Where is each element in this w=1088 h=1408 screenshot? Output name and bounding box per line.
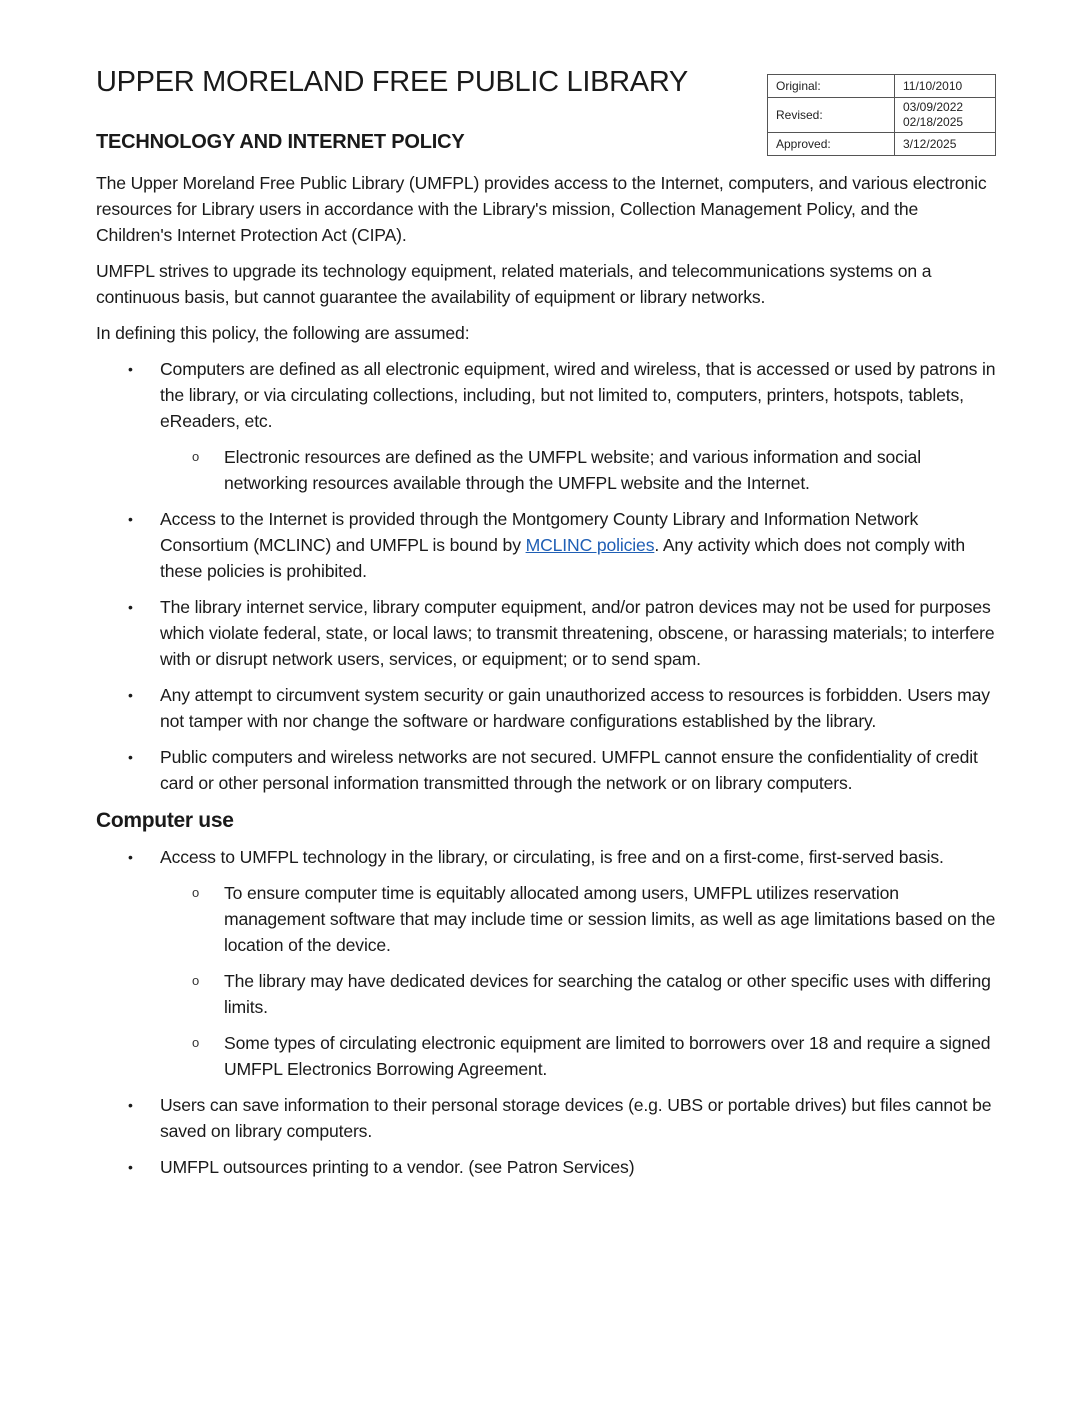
bullet-icon: • xyxy=(128,1097,133,1113)
hollow-bullet-icon: o xyxy=(192,449,200,464)
sub-list-item xyxy=(160,968,996,1020)
computer-use-heading: Computer use xyxy=(96,809,234,832)
revised-dates xyxy=(895,98,996,133)
list-item-text: UMFPL outsources printing to a vendor. (see Patron Services) xyxy=(160,1157,635,1177)
sub-list-item xyxy=(160,1030,996,1082)
table-row xyxy=(768,133,996,156)
bullet-icon: • xyxy=(128,749,133,765)
upgrade-paragraph: UMFPL strives to upgrade its technology equipment, related materials, and telecommunications systems on a continuous basis, but cannot guarantee the availability of equipment or library networks. xyxy=(96,261,932,307)
sub-list-item-text: The library may have dedicated devices for searching the catalog or other specific uses with differing limits. xyxy=(224,971,991,1017)
bullet-icon: • xyxy=(128,511,133,527)
list-item-text: Any attempt to circumvent system security or gain unauthorized access to resources is forbidden. Users may not tamper with nor change the software or hardware configurations established by the library. xyxy=(160,685,990,731)
sub-list xyxy=(160,444,996,496)
list-item xyxy=(96,356,996,496)
policy-body xyxy=(96,170,996,1190)
sub-list-item xyxy=(160,444,996,496)
revised-date-1: 03/09/2022 xyxy=(903,100,964,114)
bullet-icon: • xyxy=(128,849,133,865)
table-row xyxy=(768,98,996,133)
bullet-icon: • xyxy=(128,1159,133,1175)
list-item-text: Computers are defined as all electronic equipment, wired and wireless, that is accessed or used by patrons in the library, or via circulating collections, including, but not limited to, computers, printers, hotspots, tablets, eReaders, etc. xyxy=(160,359,996,431)
bullet-icon: • xyxy=(128,361,133,377)
list-item xyxy=(96,1092,996,1144)
sub-list-item xyxy=(160,880,996,958)
sub-list-item-text: Some types of circulating electronic equipment are limited to borrowers over 18 and require a signed UMFPL Electronics Borrowing Agreement. xyxy=(224,1033,991,1079)
original-label: Original: xyxy=(768,75,895,98)
approved-date: 3/12/2025 xyxy=(895,133,996,156)
computer-use-list xyxy=(96,844,996,1180)
hollow-bullet-icon: o xyxy=(192,1035,200,1050)
list-item xyxy=(96,1154,996,1180)
approved-label: Approved: xyxy=(768,133,895,156)
list-item xyxy=(96,506,996,584)
assumptions-list xyxy=(96,356,996,796)
list-item xyxy=(96,744,996,796)
revised-label: Revised: xyxy=(768,98,895,133)
revision-history-table xyxy=(767,74,996,156)
list-item xyxy=(96,594,996,672)
policy-title: TECHNOLOGY AND INTERNET POLICY xyxy=(96,131,465,153)
intro-paragraph: The Upper Moreland Free Public Library (UMFPL) provides access to the Internet, computers, and various electronic resources for Library users in accordance with the Library's mission, Collection Management Policy, and the Children's Internet Protection Act (CIPA). xyxy=(96,173,987,245)
hollow-bullet-icon: o xyxy=(192,885,200,900)
list-item-text: The library internet service, library computer equipment, and/or patron devices may not be used for purposes which violate federal, state, or local laws; to transmit threatening, obscene, or harassing materials; to interfere with or disrupt network users, services, or equipment; or to send spam. xyxy=(160,597,995,669)
list-item xyxy=(96,844,996,1082)
bullet-icon: • xyxy=(128,599,133,615)
bullet-icon: • xyxy=(128,687,133,703)
library-title: UPPER MORELAND FREE PUBLIC LIBRARY xyxy=(96,66,688,98)
table-row xyxy=(768,75,996,98)
assumptions-lead: In defining this policy, the following are assumed: xyxy=(96,323,470,343)
list-item-text: Public computers and wireless networks are not secured. UMFPL cannot ensure the confidentiality of credit card or other personal information transmitted through the network or on library computers. xyxy=(160,747,978,793)
original-date: 11/10/2010 xyxy=(895,75,996,98)
sub-list xyxy=(160,880,996,1082)
sub-list-item-text: Electronic resources are defined as the UMFPL website; and various information and social networking resources available through the UMFPL website and the Internet. xyxy=(224,447,921,493)
sub-list-item-text: To ensure computer time is equitably allocated among users, UMFPL utilizes reservation management software that may include time or session limits, as well as age limitations based on the location of the device. xyxy=(224,883,996,955)
list-item-text: Access to the Internet is provided through the Montgomery County Library and Information Network Consortium (MCLINC) and UMFPL is bound by xyxy=(160,509,919,555)
mclinc-policies-link[interactable]: MCLINC policies xyxy=(525,535,655,555)
list-item-text: Access to UMFPL technology in the library, or circulating, is free and on a first-come, first-served basis. xyxy=(160,847,944,867)
list-item xyxy=(96,682,996,734)
list-item-text: . Any activity which does not comply with these policies is prohibited. xyxy=(160,535,966,581)
revised-date-2: 02/18/2025 xyxy=(903,115,964,129)
list-item-text: Users can save information to their personal storage devices (e.g. UBS or portable drives) but files cannot be saved on library computers. xyxy=(160,1095,992,1141)
hollow-bullet-icon: o xyxy=(192,973,200,988)
